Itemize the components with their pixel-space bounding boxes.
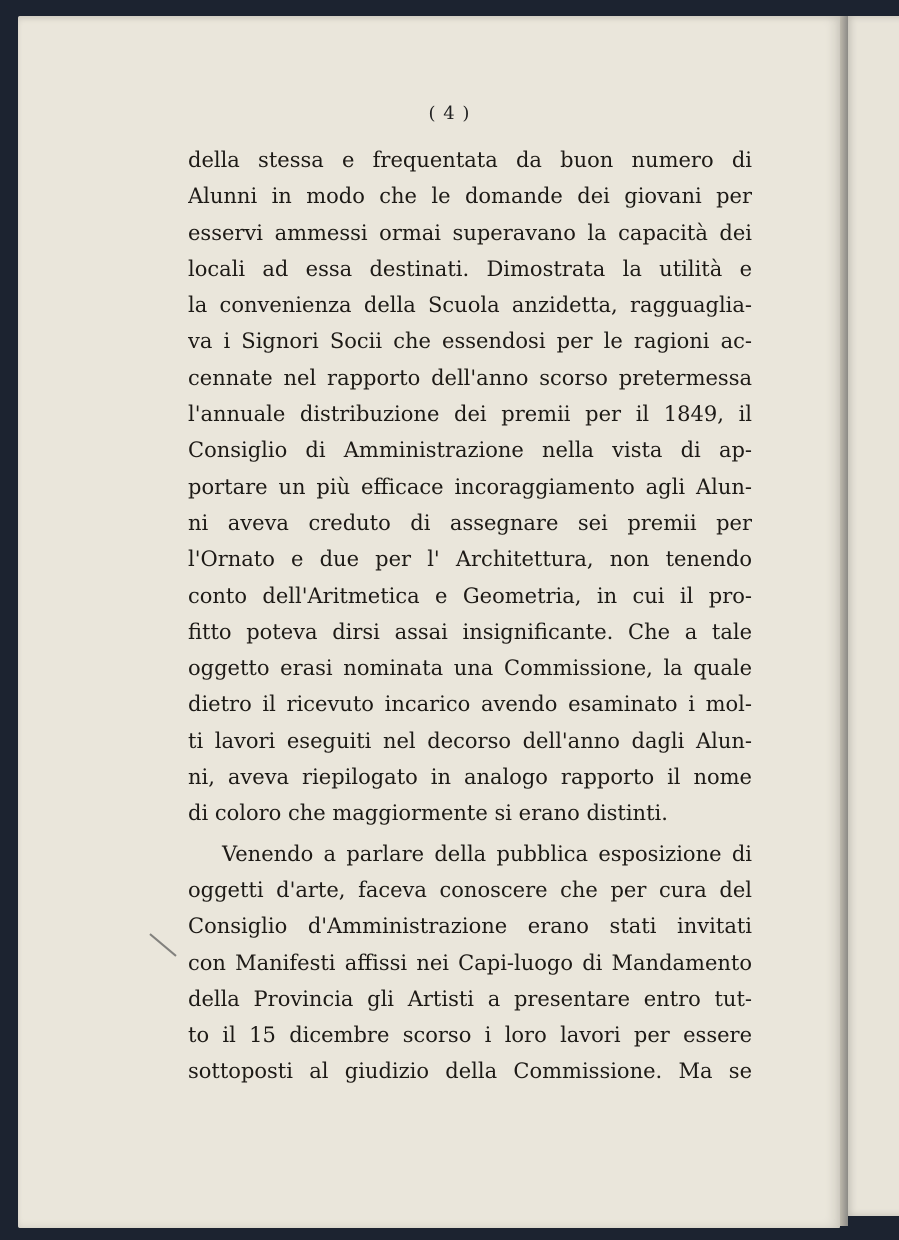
- text-line: to il 15 dicembre scorso i loro lavori per essere: [188, 1023, 752, 1048]
- page-number: ( 4 ): [428, 103, 471, 124]
- body-text: [188, 142, 752, 1090]
- text-line: sottoposti al giudizio della Commissione. Ma se: [188, 1059, 752, 1084]
- text-line: esservi ammessi ormai superavano la capacità dei: [188, 220, 752, 245]
- text-line: Venendo a parlare della pubblica esposizione di: [222, 841, 752, 866]
- text-line: della stessa e frequentata da buon numero di: [188, 148, 752, 172]
- text-line: Consiglio d'Amministrazione erano stati invitati: [188, 914, 752, 939]
- text-line: con Manifesti affissi nei Capi-luogo di Mandamento: [188, 950, 752, 975]
- text-line: della Provincia gli Artisti a presentare entro tut-: [188, 986, 752, 1011]
- text-line: dietro il ricevuto incarico avendo esaminato i mol-: [188, 692, 752, 717]
- text-line: ni, aveva riepilogato in analogo rapporto il nome: [188, 765, 752, 790]
- text-line: fitto poteva dirsi assai insignificante. Che a tale: [188, 619, 752, 644]
- text-line: l'annuale distribuzione dei premii per il 1849, il: [188, 402, 752, 427]
- text-line: va i Signori Socii che essendosi per le ragioni ac-: [188, 329, 752, 354]
- text-line: l'Ornato e due per l' Architettura, non tenendo: [188, 547, 752, 572]
- text-line: ni aveva creduto di assegnare sei premii per: [188, 510, 752, 535]
- text-line: oggetto erasi nominata una Commissione, la quale: [188, 656, 752, 681]
- text-line: cennate nel rapporto dell'anno scorso pretermessa: [188, 365, 752, 390]
- text-line: la convenienza della Scuola anzidetta, ragguaglia-: [188, 293, 752, 318]
- text-line: oggetti d'arte, faceva conoscere che per cura del: [188, 877, 752, 902]
- adjacent-page-edge: [846, 16, 899, 1216]
- text-line: di coloro che maggiormente si erano distinti.: [188, 801, 668, 826]
- text-line: ti lavori eseguiti nel decorso dell'anno dagli Alun-: [188, 728, 752, 753]
- text-line: Consiglio di Amministrazione nella vista di ap-: [188, 438, 752, 463]
- text-line: locali ad essa destinati. Dimostrata la utilità e: [188, 256, 752, 281]
- text-line: Alunni in modo che le domande dei giovani per: [188, 184, 752, 209]
- text-line: conto dell'Aritmetica e Geometria, in cui il pro-: [188, 583, 752, 608]
- text-line: portare un più efficace incoraggiamento agli Alun-: [188, 474, 752, 499]
